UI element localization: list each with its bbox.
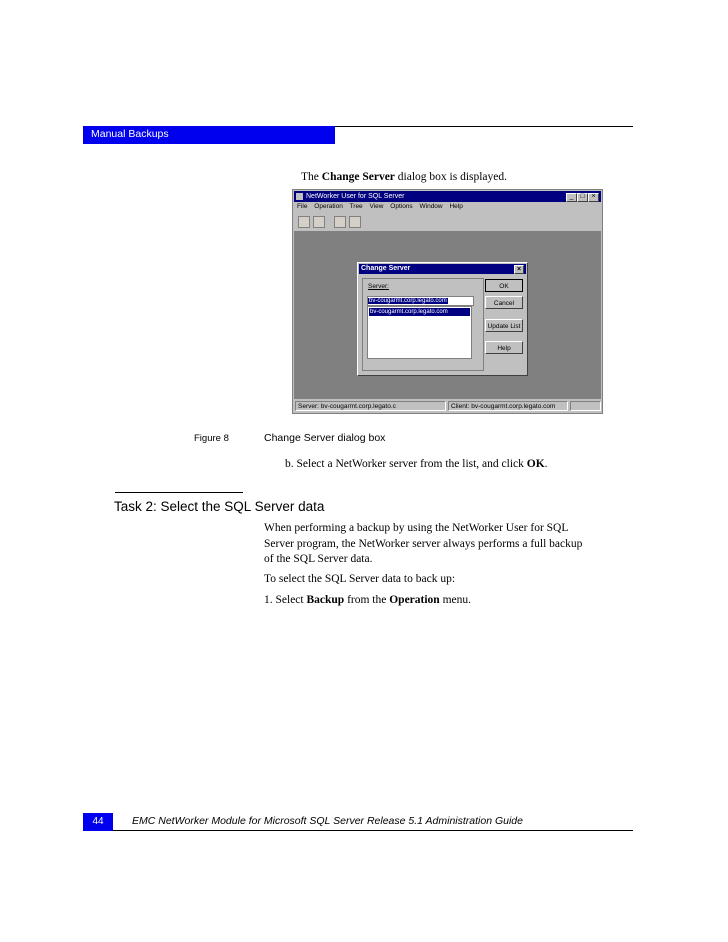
update-list-button[interactable]: Update List: [485, 319, 523, 332]
footer-title: EMC NetWorker Module for Microsoft SQL Server Release 5.1 Administration Guide: [132, 815, 523, 827]
menu-help[interactable]: Help: [449, 203, 463, 210]
restore-icon[interactable]: [349, 216, 361, 228]
menu-options[interactable]: Options: [390, 203, 413, 210]
menu-window[interactable]: Window: [419, 203, 443, 210]
window-titlebar: [294, 191, 601, 202]
task-paragraph: When performing a backup by using the NetWorker User for SQL Server program, the NetWorker server always performs a full backup of the SQL Server data.: [264, 522, 583, 565]
menu-file[interactable]: File: [297, 203, 308, 210]
ok-button[interactable]: OK: [485, 279, 523, 292]
task-heading: Task 2: Select the SQL Server data: [114, 499, 325, 514]
status-bar: [294, 401, 601, 412]
close-icon[interactable]: ×: [514, 265, 524, 274]
help-button[interactable]: Help: [485, 341, 523, 354]
figure-title: Change Server dialog box: [264, 432, 386, 444]
status-extra: [570, 401, 601, 411]
close-icon[interactable]: ×: [588, 193, 599, 202]
change-server-dialog: [357, 262, 528, 376]
maximize-icon[interactable]: □: [577, 193, 588, 202]
server-icon[interactable]: [298, 216, 310, 228]
menu-tree[interactable]: Tree: [349, 203, 363, 210]
footer-rule: [113, 830, 633, 831]
figure-label: Figure 8: [194, 433, 229, 444]
list-item[interactable]: bv-cougarmt.corp.legato.com: [369, 308, 470, 316]
cancel-button[interactable]: Cancel: [485, 296, 523, 309]
menu-operation[interactable]: Operation: [314, 203, 343, 210]
menu-view[interactable]: View: [369, 203, 384, 210]
minimize-icon[interactable]: _: [566, 193, 577, 202]
dialog-titlebar: [359, 264, 526, 274]
server-label: Server:: [368, 283, 389, 290]
header-rule: [335, 126, 633, 127]
dialog-title: Change Server: [361, 265, 411, 272]
page-number: 44: [83, 813, 113, 831]
task-rule: [115, 492, 243, 493]
server-input[interactable]: bv-cougarmt.corp.legato.com: [367, 296, 474, 306]
section-title: Manual Backups: [91, 128, 169, 140]
status-server: Server: bv-cougarmt.corp.legato.c: [295, 401, 446, 411]
menu-bar: [297, 203, 468, 210]
server-list[interactable]: [367, 306, 472, 359]
app-icon: [296, 193, 303, 200]
step-1-text: 1. Select Backup from the Operation menu.: [264, 594, 472, 606]
step-b-text: b. Select a NetWorker server from the list, and click OK.: [285, 458, 548, 470]
task-instruction: To select the SQL Server data to back up:: [264, 573, 456, 585]
window-title: NetWorker User for SQL Server: [306, 193, 405, 200]
intro-text: The Change Server dialog box is displayed.: [301, 171, 508, 183]
database-icon[interactable]: [313, 216, 325, 228]
status-client: Client: bv-cougarmt.corp.legato.com: [448, 401, 568, 411]
backup-icon[interactable]: [334, 216, 346, 228]
